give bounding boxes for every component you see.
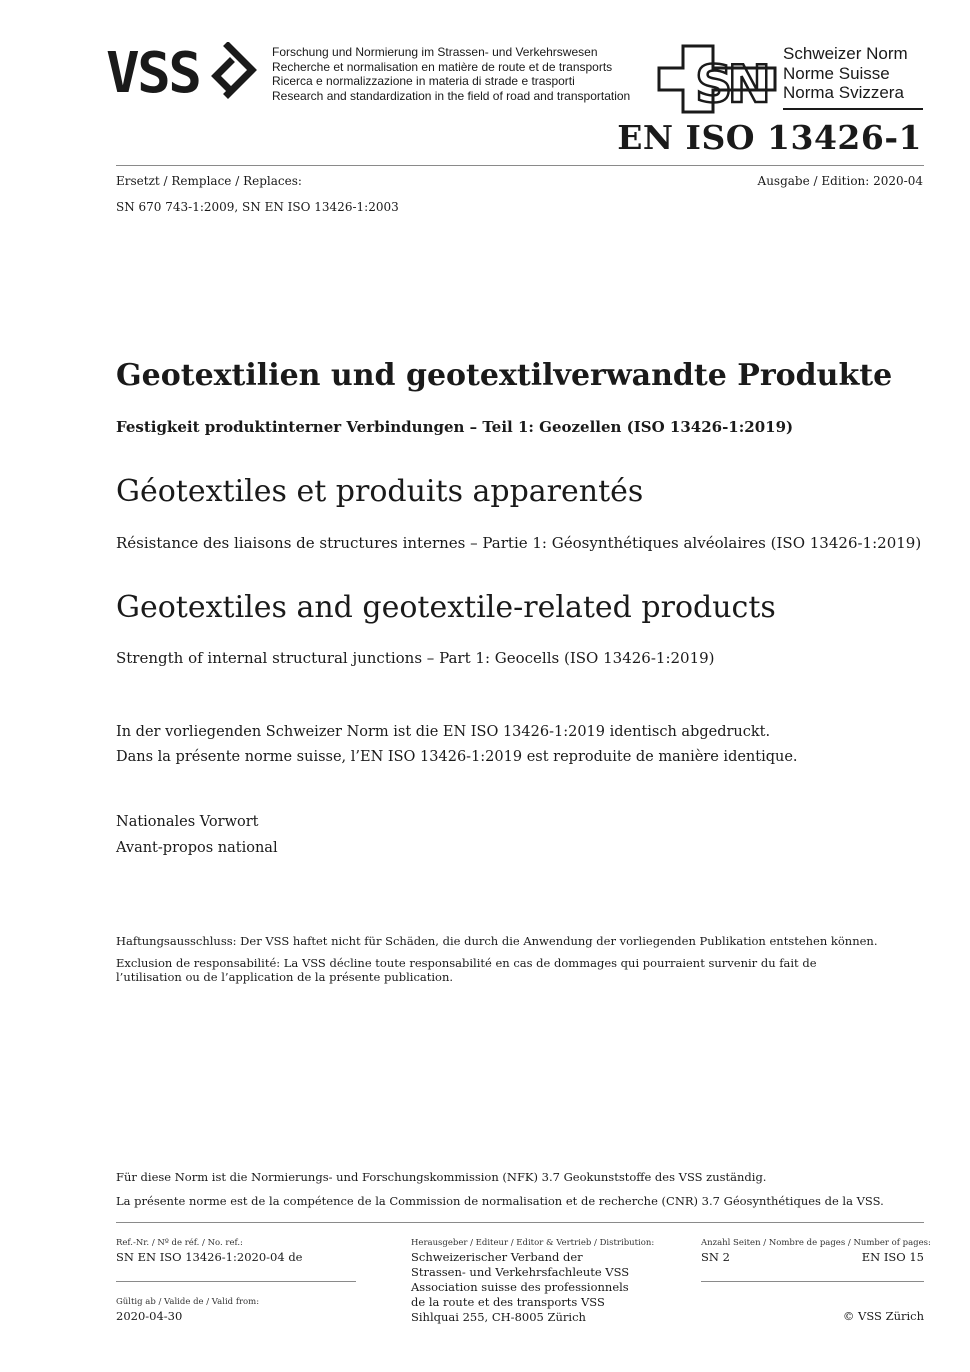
header-divider <box>116 165 924 166</box>
title-french: Géotextiles et produits apparentés <box>116 474 644 509</box>
reference-value: SN EN ISO 13426-1:2020-04 de <box>116 1250 303 1264</box>
vss-tagline-line: Research and standardization in the field of road and transportation <box>272 88 631 103</box>
national-foreword-german: Nationales Vorwort <box>116 814 259 830</box>
vss-logo-text: VSS <box>106 42 202 100</box>
footer-divider <box>116 1222 924 1223</box>
vss-logo <box>106 42 266 100</box>
subtitle-english: Strength of internal structural junctions – Part 1: Geocells (ISO 13426-1:2019) <box>116 649 715 667</box>
replaces-list: SN 670 743-1:2009, SN EN ISO 13426-1:2003 <box>116 200 399 214</box>
sn-name-it: Norma Svizzera <box>783 83 904 102</box>
vss-tagline-line: Ricerca e normalizzazione in materia di strade e trasporti <box>272 74 575 88</box>
publisher-address <box>411 1250 629 1325</box>
identical-notice-french: Dans la présente norme suisse, l’EN ISO 13426-1:2019 est reproduite de manière identique. <box>116 749 798 765</box>
national-foreword-french: Avant-propos national <box>116 840 278 856</box>
standard-number: EN ISO 13426-1 <box>617 118 922 157</box>
committee-responsibility-german: Für diese Norm ist die Normierungs- und Forschungskommission (NFK) 3.7 Geokunststoffe des VSS zuständig. <box>116 1170 767 1184</box>
edition-date: Ausgabe / Edition: 2020-04 <box>757 174 923 188</box>
sn-name-de: Schweizer Norm <box>783 44 908 63</box>
valid-from-label: Gültig ab / Valide de / Valid from: <box>116 1297 260 1307</box>
disclaimer-french: Exclusion de responsabilité: La VSS décline toute responsabilité en cas de dommages qui pourraient survenir du fait de l’utilisation ou de l’application de la présente publication. <box>116 956 817 984</box>
committee-responsibility-french: La présente norme est de la compétence de la Commission de normalisation et de recherche (CNR) 3.7 Géosynthétiques de la VSS. <box>116 1194 884 1208</box>
publisher-line: de la route et des transports VSS <box>411 1295 605 1309</box>
publisher-line: Sihlquai 255, CH-8005 Zürich <box>411 1310 586 1324</box>
reference-label: Ref.-Nr. / Nº de réf. / No. ref.: <box>116 1238 243 1248</box>
replaces-label: Ersetzt / Remplace / Replaces: <box>116 174 302 188</box>
sn-logo <box>657 44 777 114</box>
title-german: Geotextilien und geotextilverwandte Produkte <box>116 358 893 393</box>
sn-names <box>783 44 908 103</box>
page-count-divider <box>701 1281 924 1282</box>
sn-logo-underline <box>783 108 923 110</box>
disclaimer-german: Haftungsausschluss: Der VSS haftet nicht für Schäden, die durch die Anwendung der vorliegenden Publikation entstehen können. <box>116 934 878 948</box>
publisher-line: Association suisse des professionnels <box>411 1280 629 1294</box>
sn-name-fr: Norme Suisse <box>783 63 890 83</box>
valid-from-value: 2020-04-30 <box>116 1309 183 1323</box>
copyright: © VSS Zürich <box>842 1309 924 1323</box>
page-count-en: EN ISO 15 <box>861 1250 924 1264</box>
page-count-sn: SN 2 <box>701 1250 730 1264</box>
publisher-line: Schweizerischer Verband der <box>411 1250 583 1264</box>
reference-divider <box>116 1281 356 1282</box>
subtitle-german: Festigkeit produktinterner Verbindungen – Teil 1: Geozellen (ISO 13426-1:2019) <box>116 418 794 436</box>
page-count-label: Anzahl Seiten / Nombre de pages / Number of pages: <box>701 1238 931 1248</box>
title-english: Geotextiles and geotextile-related products <box>116 590 776 625</box>
publisher-label: Herausgeber / Editeur / Editor & Vertrieb / Distribution: <box>411 1238 655 1248</box>
vss-tagline-line: Forschung und Normierung im Strassen- und Verkehrswesen <box>272 45 598 59</box>
vss-chevron-back-icon <box>216 62 230 90</box>
identical-notice-german: In der vorliegenden Schweizer Norm ist die EN ISO 13426-1:2019 identisch abgedruckt. <box>116 724 771 740</box>
subtitle-french: Résistance des liaisons de structures internes – Partie 1: Géosynthétiques alvéolaires (ISO 13426-1:2019) <box>116 534 922 552</box>
publisher-line: Strassen- und Verkehrsfachleute VSS <box>411 1265 630 1279</box>
vss-tagline-line: Recherche et normalisation en matière de route et de transports <box>272 59 613 74</box>
sn-logo-text: SN <box>695 55 771 114</box>
vss-tagline <box>272 45 630 103</box>
